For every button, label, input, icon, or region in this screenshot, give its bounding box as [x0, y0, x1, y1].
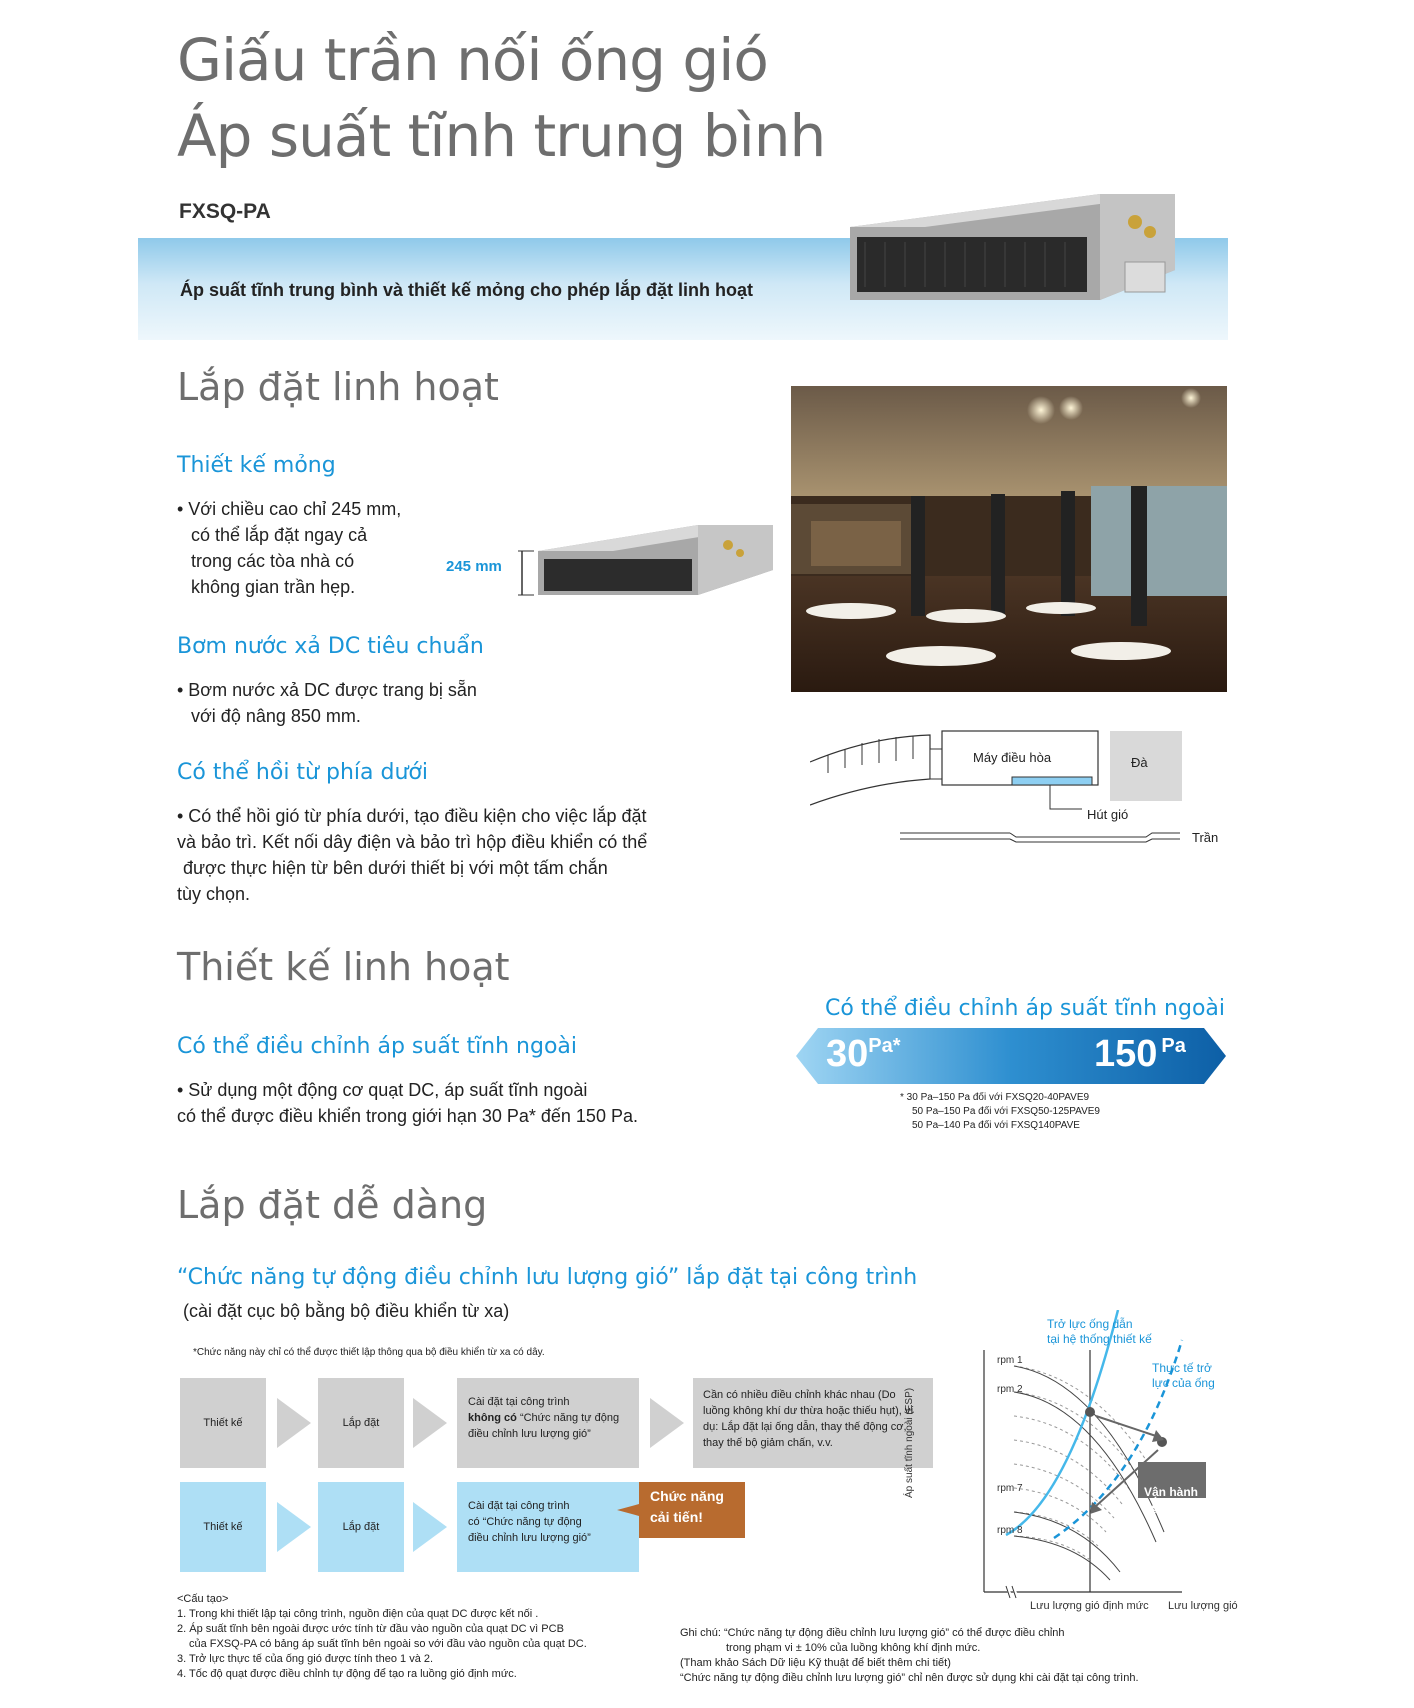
design-point: [1085, 1407, 1095, 1417]
flow-install-without: Lắp đặt: [318, 1378, 404, 1468]
function-title: “Chức năng tự động điều chỉnh lưu lượng gió” lắp đặt tại công trình: [177, 1265, 918, 1290]
esp-note: 50 Pa–140 Pa đối với FXSQ140PAVE: [912, 1120, 1080, 1131]
note-line: “Chức năng tự động điều chỉnh lưu lượng gió” chỉ nên được sử dụng khi cài đặt tại công trình.: [680, 1672, 1139, 1684]
text-line: • Bơm nước xả DC được trang bị sẵn: [177, 680, 477, 700]
title-line-1: Giấu trần nối ống gió: [177, 26, 768, 94]
chart-label-rpm8: rpm 8: [997, 1525, 1023, 1536]
text-line: có “Chức năng tự động: [468, 1516, 582, 1528]
chart-y-label: Áp suất tĩnh ngoài (ESP): [904, 1387, 915, 1498]
fan-curve-diagram: [950, 1310, 1250, 1610]
chart-label-operation: [1144, 1485, 1198, 1515]
feature-text-bottom-return: [177, 803, 647, 907]
diagram-label-beam: Đà: [1131, 755, 1148, 770]
structure-item: 2. Áp suất tĩnh bên ngoài được ước tính từ đầu vào nguồn của quạt DC vì PCB: [177, 1623, 564, 1635]
text-line: có thể lắp đặt ngay cả: [191, 525, 368, 545]
text-line: điều chỉnh lưu lượng gió”: [468, 1428, 591, 1440]
flow-result-without-text: [703, 1387, 913, 1451]
feature-title-drain-pump: Bơm nước xả DC tiêu chuẩn: [177, 634, 484, 659]
feature-text-slim: [177, 496, 401, 600]
flow-arrow: [277, 1502, 311, 1552]
text-line: cải tiến!: [650, 1509, 703, 1525]
height-dimension-label: 245 mm: [446, 558, 502, 575]
ceiling-install-diagram: [810, 725, 1230, 855]
text-line: luồng không khí dư thừa hoặc thiếu hụt), ví: [703, 1405, 914, 1417]
flow-design-with: Thiết kế: [180, 1482, 266, 1572]
footer-notes: [680, 1626, 1139, 1686]
structure-item: 1. Trong khi thiết lập tại công trình, nguồn điện của quạt DC được kết nối .: [177, 1608, 539, 1620]
feature-title-esp: Có thể điều chỉnh áp suất tĩnh ngoài: [177, 1034, 578, 1059]
esp-max-unit: Pa: [1161, 1035, 1186, 1057]
text-line: dụ: Lắp đặt lại ống dẫn, thay thế động cơ,: [703, 1421, 907, 1433]
text-line: và bảo trì. Kết nối dây điện và bảo trì hộp điều khiển có thể: [177, 832, 648, 852]
text-line: thay thế bộ giảm chấn, v.v.: [703, 1437, 833, 1449]
banner-text: Áp suất tĩnh trung bình và thiết kế mỏng cho phép lắp đặt linh hoạt: [180, 280, 753, 300]
text-line: Vận hành: [1144, 1485, 1199, 1499]
text-line: Cần có nhiều điều chỉnh khác nhau (Do: [703, 1389, 896, 1401]
improved-function-text: [650, 1486, 724, 1528]
slim-unit-image: [518, 515, 780, 605]
model-code: FXSQ-PA: [179, 200, 271, 223]
flow-arrow: [413, 1502, 447, 1552]
flow-arrow: [413, 1398, 447, 1448]
flow-setting-with-text: [468, 1498, 591, 1546]
note-line: (Tham khảo Sách Dữ liệu Kỹ thuật để biết thêm chi tiết): [680, 1657, 951, 1669]
text-line: lực của ống: [1152, 1376, 1215, 1390]
feature-title-bottom-return: Có thể hồi từ phía dưới: [177, 760, 428, 785]
text-line: tại hệ thống thiết kế: [1047, 1332, 1152, 1346]
chart-label-actual-resistance: [1152, 1361, 1215, 1391]
esp-min-value: 30: [826, 1033, 869, 1075]
text-line: điều chỉnh lưu lượng gió”: [468, 1532, 591, 1544]
flow-install-with: Lắp đặt: [318, 1482, 404, 1572]
restaurant-photo: [791, 386, 1227, 692]
diagram-label-intake: Hút gió: [1087, 807, 1129, 822]
text-line: hệ thống: [1144, 1500, 1195, 1514]
page-title: [177, 22, 825, 174]
chart-x-label: Lưu lượng gió: [1168, 1600, 1238, 1612]
esp-notes: [900, 1091, 1100, 1133]
title-line-2: Áp suất tĩnh trung bình: [177, 102, 826, 170]
esp-scale-title: Có thể điều chỉnh áp suất tĩnh ngoài: [825, 996, 1226, 1021]
chart-label-rpm1: rpm 1: [997, 1355, 1023, 1366]
chart-label-rpm7: rpm 7: [997, 1483, 1023, 1494]
feature-text-esp: [177, 1077, 638, 1129]
note-line: Ghi chú: “Chức năng tự động điều chỉnh lưu lượng gió” có thể được điều chỉnh: [680, 1627, 1065, 1639]
text-line: • Sử dụng một động cơ quạt DC, áp suất tĩnh ngoài: [177, 1080, 588, 1100]
chart-label-design-resistance: [1047, 1317, 1152, 1347]
text-line: trong các tòa nhà có: [191, 551, 355, 571]
feature-title-slim: Thiết kế mỏng: [177, 453, 336, 478]
text-line: “Chức năng tự động: [516, 1412, 620, 1424]
flow-design-without: Thiết kế: [180, 1378, 266, 1468]
text-line: • Với chiều cao chỉ 245 mm,: [177, 499, 402, 519]
feature-text-drain-pump: [177, 677, 477, 729]
text-line: có thể được điều khiển trong giới hạn 30 Pa* đến 150 Pa.: [177, 1106, 638, 1126]
chart-label-rpm2: rpm 2: [997, 1384, 1023, 1395]
text-line: không gian trần hẹp.: [191, 577, 356, 597]
esp-note: 50 Pa–150 Pa đối với FXSQ50-125PAVE9: [912, 1106, 1100, 1117]
text-line: • Có thể hồi gió từ phía dưới, tạo điều kiện cho việc lắp đặt: [177, 806, 647, 826]
rpm-curves: [1014, 1366, 1146, 1560]
note-line: trong phạm vi ± 10% của luồng không khí định mức.: [726, 1642, 981, 1654]
text-line: Thực tế trở: [1152, 1361, 1212, 1375]
esp-max-value: 150: [1094, 1033, 1158, 1075]
structure-title: <Cấu tạo>: [177, 1593, 229, 1605]
diagram-label-ac-unit: Máy điều hòa: [973, 750, 1052, 765]
product-unit-image: [845, 182, 1190, 312]
text-line: Cài đặt tại công trình: [468, 1396, 570, 1408]
structure-item: 4. Tốc độ quạt được điều chỉnh tự động để tạo ra luồng gió định mức.: [177, 1668, 517, 1680]
structure-notes: [177, 1592, 737, 1682]
section-heading-easy-install: Lắp đặt dễ dàng: [177, 1183, 488, 1227]
text-line: Trở lực ống dẫn: [1047, 1317, 1133, 1331]
diagram-label-ceiling: Trần: [1192, 830, 1219, 845]
esp-note: * 30 Pa–150 Pa đối với FXSQ20-40PAVE9: [900, 1092, 1090, 1103]
esp-min-unit: Pa*: [868, 1035, 901, 1057]
flow-setting-without-text: [468, 1394, 619, 1442]
text-line: với độ nâng 850 mm.: [191, 706, 361, 726]
text-line: Cài đặt tại công trình: [468, 1500, 570, 1512]
chart-label-rated-flow: Lưu lượng gió định mức: [1030, 1600, 1149, 1612]
structure-item: 3. Trở lực thực tế của ống gió được tính theo 1 và 2.: [177, 1653, 434, 1665]
section-heading-flexible-install: Lắp đặt linh hoạt: [177, 365, 499, 409]
text-line: được thực hiện từ bên dưới thiết bị với một tấm chắn: [183, 858, 608, 878]
section-heading-flexible-design: Thiết kế linh hoạt: [177, 945, 510, 989]
function-remark: *Chức năng này chỉ có thể được thiết lập thông qua bộ điều khiển từ xa có dây.: [193, 1347, 545, 1358]
text-line: tùy chọn.: [177, 884, 251, 904]
flow-arrow: [277, 1398, 311, 1448]
esp-max: [1094, 1033, 1186, 1076]
flow-arrow: [650, 1398, 684, 1448]
text-line: Chức năng: [650, 1488, 724, 1504]
structure-item: của FXSQ-PA có bảng áp suất tĩnh bên ngoài so với đầu vào nguồn của quạt DC.: [189, 1638, 587, 1650]
esp-min: [826, 1033, 901, 1076]
function-subtitle: (cài đặt cục bộ bằng bộ điều khiển từ xa): [183, 1301, 510, 1321]
text-bold: không có: [468, 1412, 517, 1424]
